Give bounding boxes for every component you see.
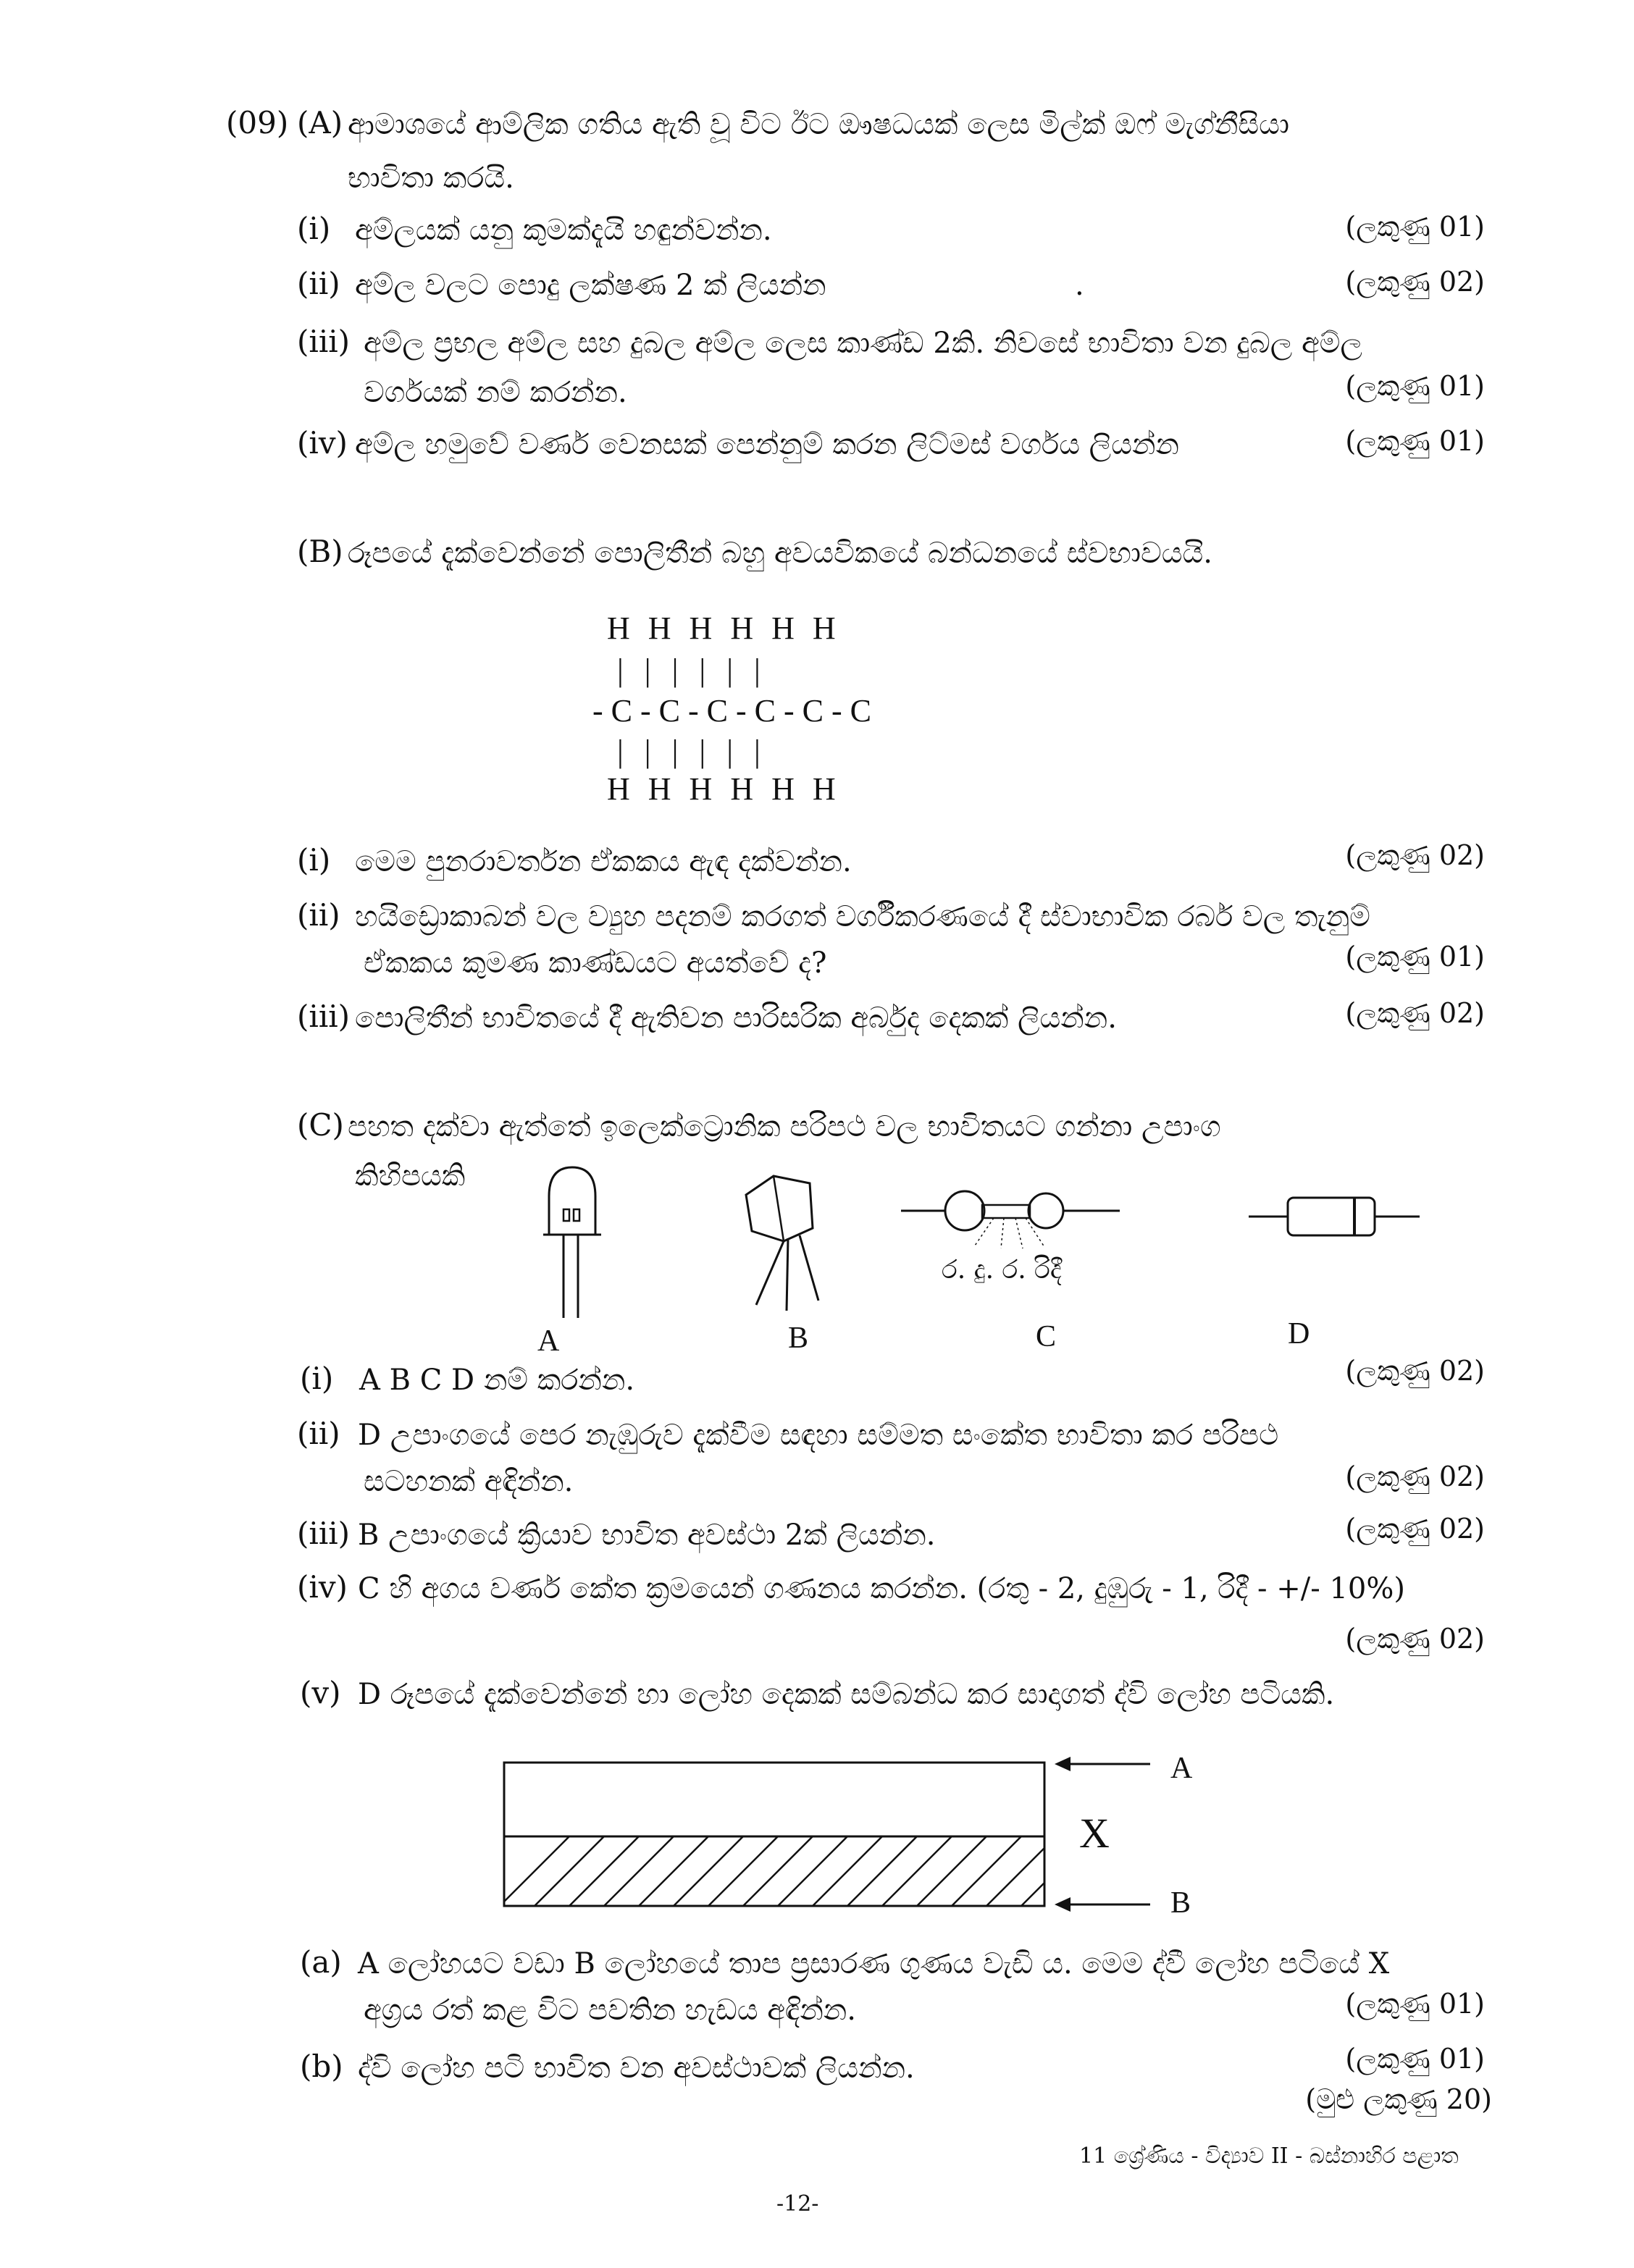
b-i-text: මෙම පුනරාවර්තන ඒකකය ඇඳ දක්වන්න.: [355, 845, 852, 878]
molecule-chain-row: - C - C - C - C - C - C: [592, 693, 871, 728]
c-iii-marks: (ලකුණු 02): [1345, 1513, 1485, 1545]
b-iii-text: පොලිතීන් භාවිතයේ දී ඇතිවන පාරිසරික අර්බුද දෙකක් ලියන්න.: [355, 1001, 1117, 1035]
b-ii-text: හයිඩ්‍රොකාබන් වල ව්‍යුහ පදනම් කරගත් වර්ගීකරණයේ දී ස්වාභාවික රබර් වල තැනුම්: [355, 900, 1370, 933]
footer-title: 11 ශ්‍රේණිය - විද්‍යාව II - බස්නාහිර පළාත: [1079, 2143, 1459, 2169]
c-iv-number: (iv): [297, 1569, 348, 1605]
a-i-number: (i): [297, 211, 331, 246]
c-iv-marks: (ලකුණු 02): [1345, 1623, 1485, 1655]
a-i-marks: (ලකුණු 01): [1345, 211, 1485, 243]
c-a-text: A ලෝහයට වඩා B ලෝහයේ තාප ප්‍රසාරණ ගුණය වැඩි ය. මෙම ද්වී ලෝහ පටියේ X: [358, 1947, 1390, 1981]
b-ii-number: (ii): [297, 897, 340, 933]
b-i-marks: (ලකුණු 02): [1345, 839, 1485, 871]
stray-dot: .: [1075, 269, 1084, 302]
c-v-text: D රූපයේ දැක්වෙන්නේ හා ලෝහ දෙකක් සම්බන්ධ කර සාදාගත් ද්වි ලෝහ පටියකි.: [358, 1678, 1335, 1711]
part-b-intro: රූපයේ දැක්වෙන්නේ පොලිතීන් බහු අවයවිකයේ බන්ධනයේ ස්වභාවයයි.: [348, 537, 1213, 570]
c-b-number: (b): [300, 2049, 343, 2084]
part-c-label: (C): [297, 1107, 344, 1143]
bimetallic-strip-diagram: [500, 1745, 1181, 1933]
part-a-intro-2: භාවිතා කරයි.: [348, 161, 514, 195]
strip-label-b: B: [1170, 1886, 1191, 1920]
a-iii-number: (iii): [297, 324, 351, 359]
a-i-text: අම්ලයක් යනු කුමක්දැයි හඳුන්වන්න.: [355, 214, 772, 247]
question-number: (09): [226, 105, 289, 140]
c-a-marks: (ලකුණු 01): [1345, 1988, 1485, 2020]
b-i-number: (i): [297, 842, 331, 878]
part-a-label: (A): [297, 105, 343, 140]
b-ii-marks: (ලකුණු 01): [1345, 941, 1485, 973]
molecule-top-row: H H H H H H: [607, 610, 836, 646]
b-iii-marks: (ලකුණු 02): [1345, 997, 1485, 1029]
b-ii-text-2: ඒකකය කුමණ කාණ්ඩයට අයත්වේ ද?: [364, 946, 827, 980]
transistor-component-icon: [732, 1166, 833, 1318]
part-c-intro-2: කිහිපයකි: [355, 1159, 466, 1193]
total-marks: (මුළු ලකුණු 20): [1305, 2083, 1492, 2115]
a-iv-marks: (ලකුණු 01): [1345, 425, 1485, 457]
a-ii-marks: (ලකුණු 02): [1345, 266, 1485, 298]
c-ii-marks: (ලකුණු 02): [1345, 1461, 1485, 1492]
component-label-a: A: [537, 1324, 560, 1358]
led-component-icon: [529, 1159, 616, 1325]
component-label-b: B: [788, 1322, 809, 1355]
c-a-number: (a): [300, 1944, 342, 1980]
a-ii-number: (ii): [297, 266, 340, 301]
c-a-text-2: අග්‍රය රත් කළ විට පවතින හැඩය අඳින්න.: [364, 1994, 857, 2027]
diode-component-icon: [1246, 1188, 1427, 1246]
c-ii-number: (ii): [297, 1416, 340, 1451]
component-label-d: D: [1288, 1317, 1310, 1351]
c-b-marks: (ලකුණු 01): [1345, 2043, 1485, 2075]
a-ii-text: අම්ල වලට පොදු ලක්ෂණ 2 ක් ලියන්න: [355, 269, 826, 302]
c-iv-text: C හි අගය වර්ණ කේත ක්‍රමයෙන් ගණනය කරන්න. (රතු - 2, දුඹුරු - 1, රිදී - +/- 10%): [358, 1572, 1405, 1605]
part-a-intro: ආමාශයේ ආම්ලික ගතිය ඇති වූ විට ඊට ඖෂධයක් ලෙස මිල්ක් ඔෆ් මැග්නීසියා: [348, 108, 1290, 141]
molecule-bottom-row: H H H H H H: [607, 771, 836, 807]
part-b-label: (B): [297, 534, 343, 569]
c-iii-number: (iii): [297, 1516, 351, 1551]
part-c-intro: පහත දක්වා ඇත්තේ ඉලෙක්ට්‍රොනික පරිපථ වල භාවිතයට ගන්නා උපාංග: [348, 1110, 1221, 1143]
component-label-c: C: [1036, 1320, 1057, 1353]
strip-label-x: X: [1079, 1810, 1110, 1857]
resistor-band-labels: ර. දු. ර. රිදී: [942, 1255, 1062, 1285]
c-b-text: ද්වි ලෝහ පටි භාවිත වන අවස්ථාවක් ලියන්න.: [358, 2051, 915, 2085]
molecule-bond-row-2: | | | | | |: [617, 734, 761, 769]
a-iii-text-2: වර්ගයක් නම් කරන්න.: [364, 376, 627, 409]
page-number: -12-: [776, 2191, 819, 2217]
a-iv-text: අම්ල හමුවේ වර්ණ වෙනසක් පෙන්නුම් කරන ලිට්මස් වර්ගය ලියන්න: [355, 428, 1179, 461]
c-i-number: (i): [300, 1361, 334, 1396]
a-iii-text: අම්ල ප්‍රභල අම්ල සහ දුබල අම්ල ලෙස කාණ්ඩ 2කි. නිවසේ භාවිතා වන දුබල අම්ල: [364, 327, 1362, 360]
c-iii-text: B උපාංගයේ ක්‍රියාව භාවිත අවස්ථා 2ක් ලියන්න.: [358, 1519, 936, 1552]
a-iii-marks: (ලකුණු 01): [1345, 370, 1485, 402]
c-ii-text: D උපාංගයේ පෙර නැඹුරුව දැක්වීම සඳහා සම්මත සංකේත භාවිතා කර පරිපථ: [358, 1419, 1279, 1452]
c-ii-text-2: සටහනක් අඳින්න.: [364, 1465, 574, 1498]
a-iv-number: (iv): [297, 425, 348, 461]
c-v-number: (v): [300, 1675, 341, 1710]
resistor-component-icon: [895, 1173, 1127, 1260]
c-i-marks: (ලකුණු 02): [1345, 1355, 1485, 1387]
b-iii-number: (iii): [297, 999, 351, 1034]
c-i-text: A B C D නම් කරන්න.: [359, 1364, 635, 1397]
molecule-bond-row-1: | | | | | |: [617, 652, 761, 688]
strip-label-a: A: [1170, 1752, 1193, 1785]
